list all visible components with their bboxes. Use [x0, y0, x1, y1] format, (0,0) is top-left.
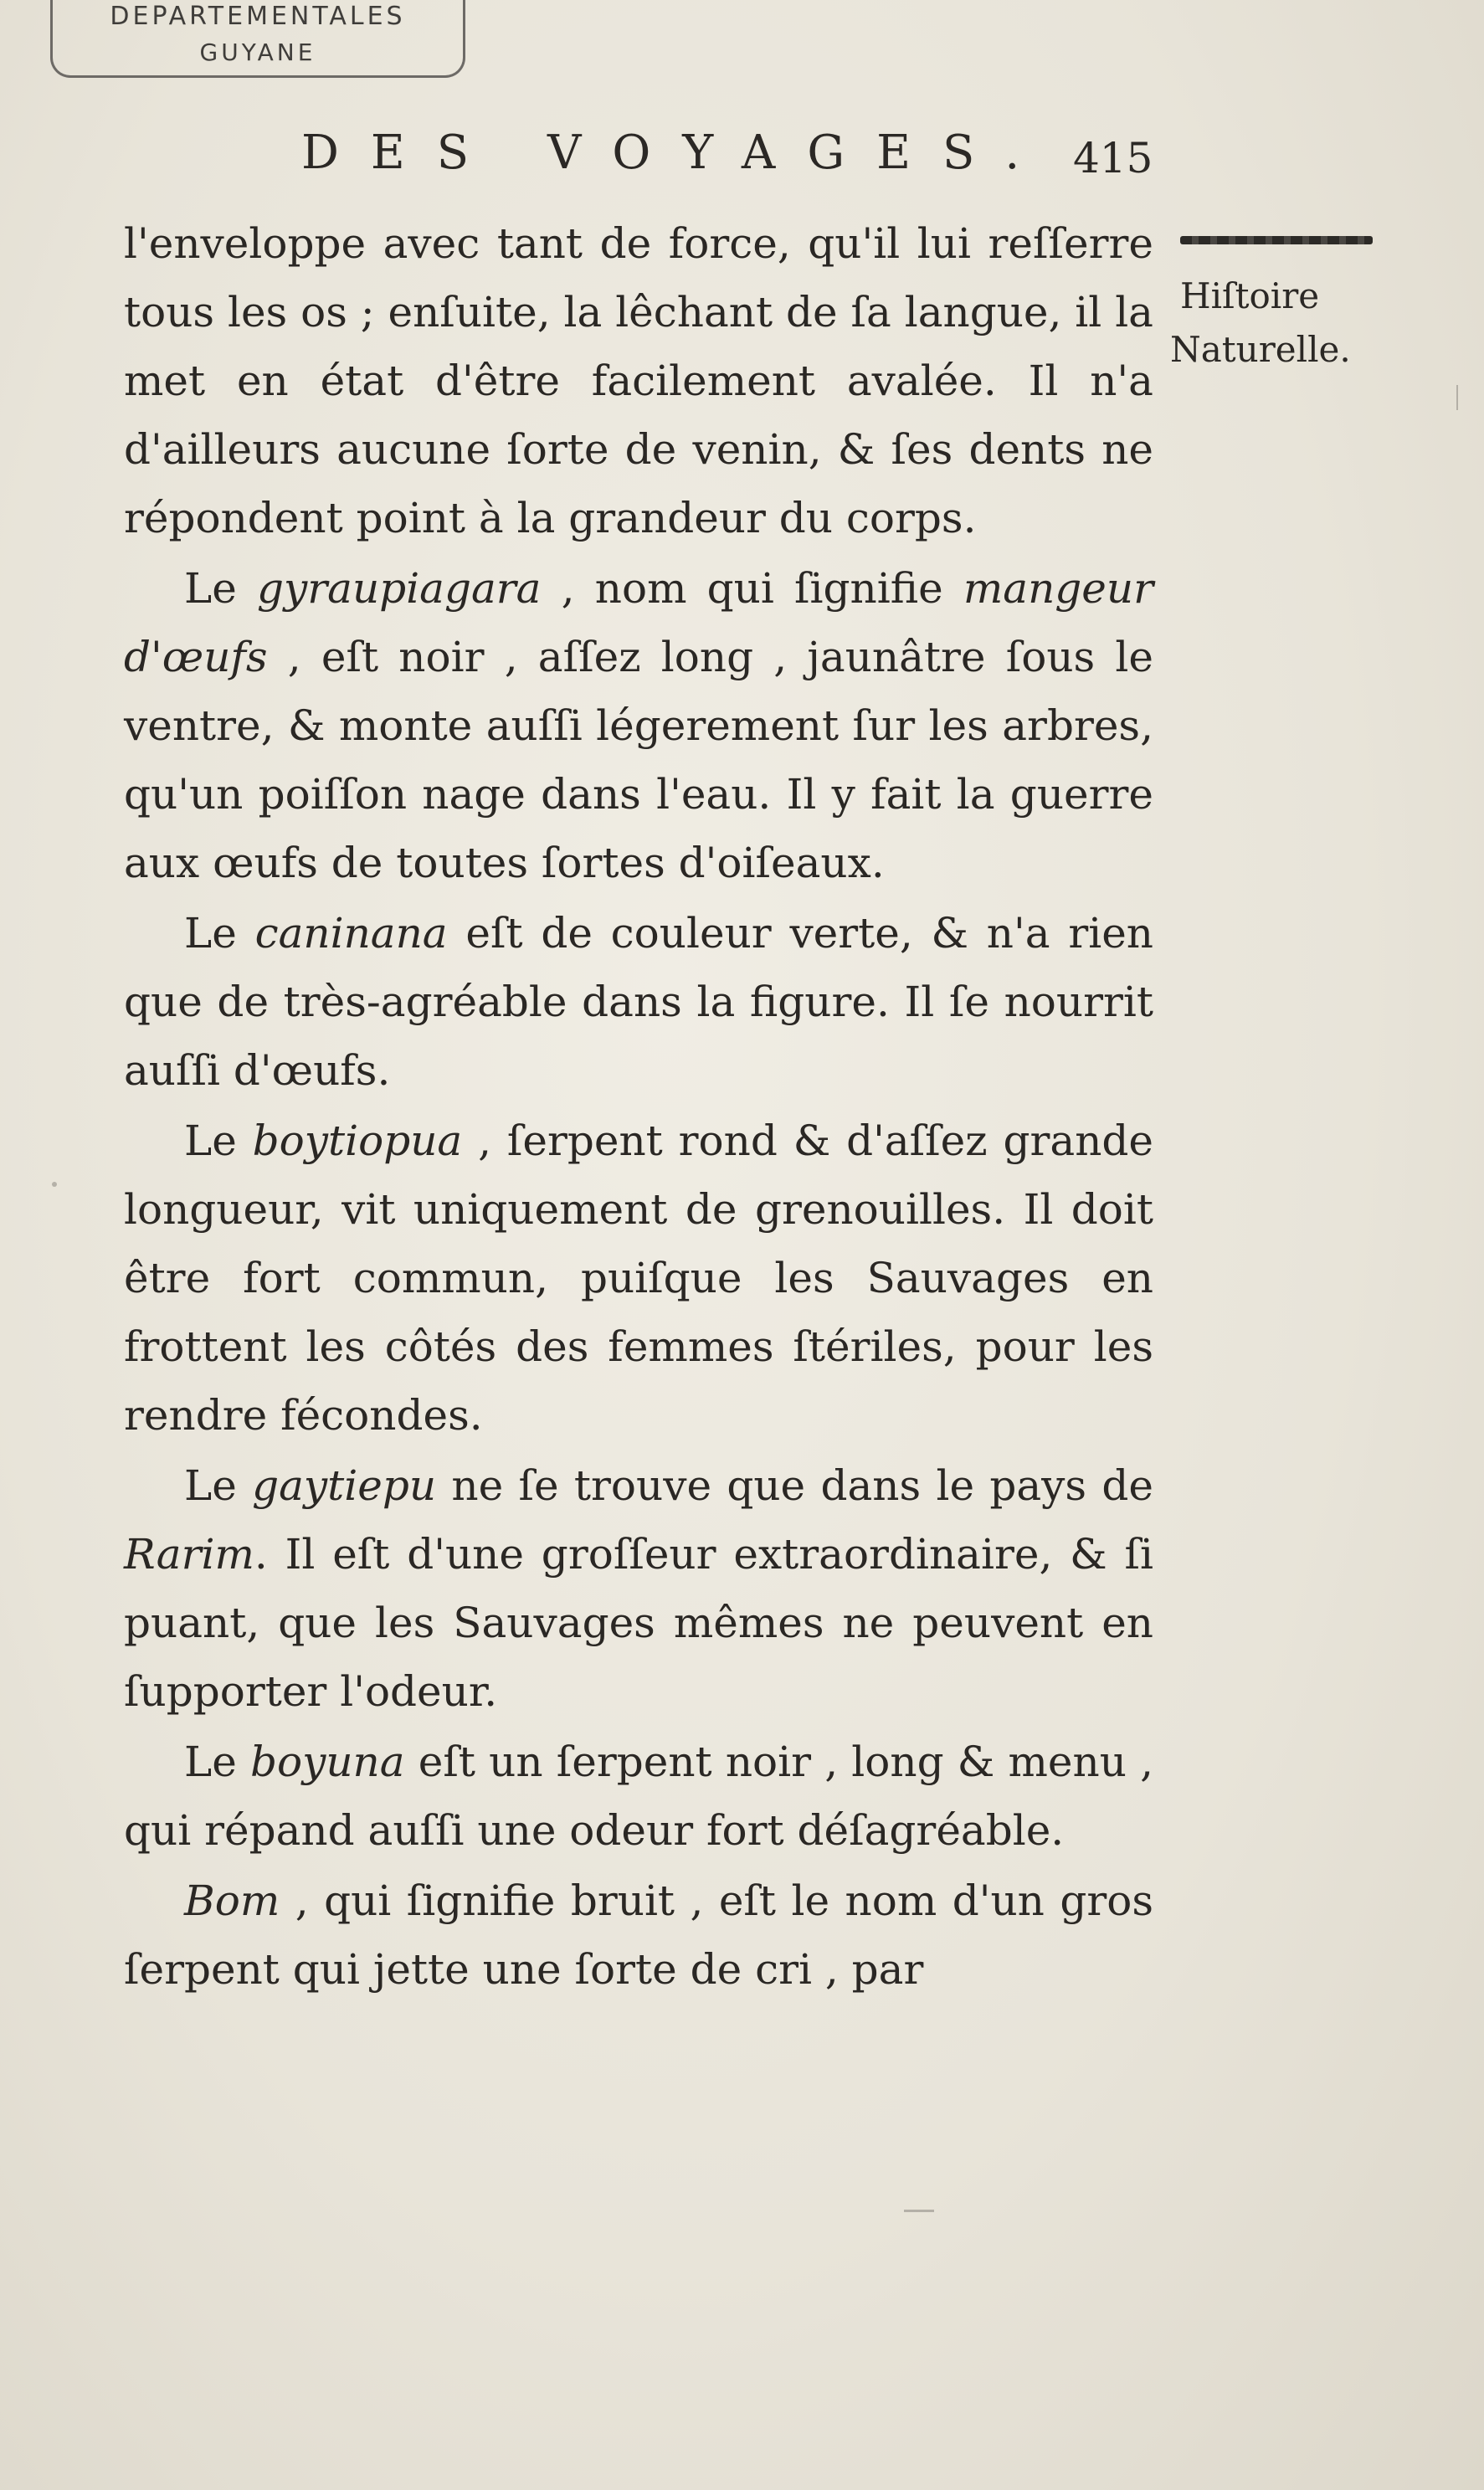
paragraph-7-text: , qui ſignifie bruit , eſt le nom d'un gros ſerpent qui jette une ſorte de cri , par — [124, 1876, 1153, 1994]
paragraph-3-text: eſt de couleur verte, & n'a rien que de très-agréable dans la figure. Il ſe nourrit auſſi d'œufs. — [124, 909, 1153, 1095]
margin-rule — [1180, 236, 1373, 244]
paragraph-6 — [124, 1728, 1153, 1865]
paper-mark — [904, 2210, 934, 2212]
library-stamp — [50, 0, 465, 78]
snake-name-boyuna: boyuna — [250, 1738, 405, 1786]
paragraph-1 — [124, 209, 1153, 552]
stamp-line-2: GUYANE — [199, 39, 316, 66]
paragraph-7 — [124, 1866, 1153, 2004]
stamp-line-1: DEPARTEMENTALES — [110, 2, 406, 31]
paragraph-6-lead: Le — [184, 1738, 250, 1786]
paragraph-5-text-b: ne ſe trouve que dans le pays de — [436, 1461, 1153, 1510]
page-number: 415 — [1073, 134, 1153, 182]
paragraph-3-lead: Le — [184, 909, 255, 957]
paragraph-5-lead: Le — [184, 1461, 253, 1510]
paragraph-2-text-c: , eſt noir , aſſez long , jaunâtre ſous le ventre, & monte auſſi légerement ſur les arbres, qu'un poiſſon nage dans l'eau. Il y fait la guerre aux œufs de toutes ſortes d'oiſeaux. — [124, 633, 1153, 887]
paragraph-4-text: , ſerpent rond & d'aſſez grande longueur, vit uniquement de grenouilles. Il doit être fort commun, puiſque les Sauvages en frottent les côtés des femmes ſtériles, pour les rendre fécondes. — [124, 1117, 1153, 1440]
snake-name-bom: Bom — [184, 1876, 280, 1925]
margin-note — [1170, 270, 1398, 377]
paragraph-2 — [124, 554, 1153, 897]
paragraph-4 — [124, 1106, 1153, 1450]
meaning-text: mangeur d'œufs — [124, 564, 1153, 681]
running-head: DES VOYAGES. — [301, 126, 1052, 180]
place-name-rarim: Rarim — [124, 1530, 254, 1579]
paragraph-2-text-b: , nom qui ſignifie — [541, 564, 963, 613]
snake-name-boytiopua: boytiopua — [252, 1117, 463, 1165]
snake-name-caninana: caninana — [254, 909, 448, 957]
paragraph-5 — [124, 1451, 1153, 1726]
margin-note-line-2: Naturelle. — [1170, 329, 1351, 370]
paragraph-2-lead: Le — [184, 564, 257, 613]
snake-name-gaytiepu: gaytiepu — [252, 1461, 437, 1510]
paragraph-5-text-c: . Il eſt d'une groſſeur extraordinaire, & ſi puant, que les Sauvages mêmes ne peuvent en ſupporter l'odeur. — [124, 1530, 1153, 1716]
paragraph-4-lead: Le — [184, 1117, 253, 1165]
margin-note-line-1: Hiſtoire — [1180, 275, 1320, 316]
paragraph-1-text: l'enveloppe avec tant de force, qu'il lui reſſerre tous les os ; enſuite, la lêchant de ſa langue, il la met en état d'être facilement avalée. Il n'a d'ailleurs aucune ſorte de venin, & ſes dents ne répondent point à la grandeur du corps. — [124, 219, 1153, 542]
paper-mark — [52, 1182, 57, 1187]
snake-name-gyraupiagara: gyraupiagara — [256, 564, 542, 613]
paragraph-3 — [124, 899, 1153, 1105]
body-text — [124, 209, 1153, 2005]
paragraph-6-text: eſt un ſerpent noir , long & menu , qui répand auſſi une odeur fort déſagréable. — [124, 1738, 1154, 1855]
paper-mark — [1456, 385, 1458, 410]
